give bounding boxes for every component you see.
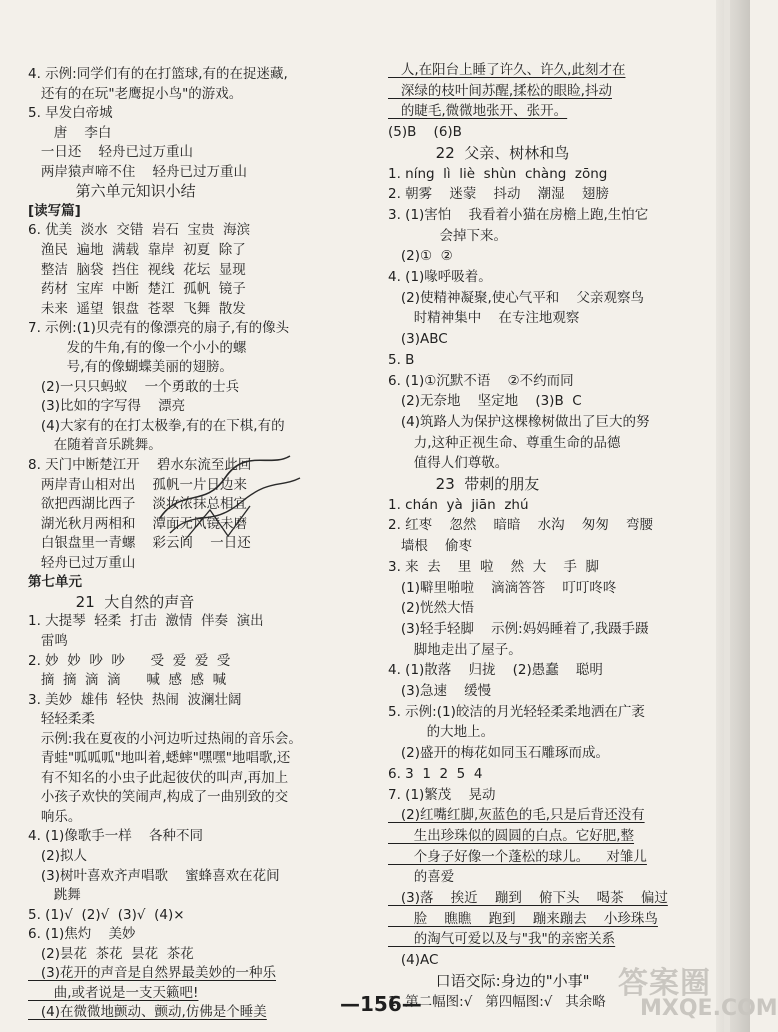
right-line: 人,在阳台上睡了许久、许久,此刻才在 [388, 62, 626, 78]
left-line: 整洁 脑袋 挡住 视线 花坛 显现 [28, 261, 246, 278]
left-line: 欲把西湖比西子 淡妆浓抹总相宜 [28, 496, 248, 513]
right-line: 23 带刺的朋友 [388, 475, 540, 493]
left-line: 未来 遥望 银盘 苍翠 飞舞 散发 [28, 300, 246, 317]
right-line: 会掉下来。 [388, 227, 507, 244]
left-line: 一日还 轻舟已过万重山 [28, 144, 194, 161]
right-line: 5. B [388, 351, 415, 368]
page-number: —156— [340, 992, 422, 1016]
right-line: 的睫毛,微微地张开、张开。 [388, 103, 568, 120]
right-line: 4. (1)喙呼吸着。 [388, 269, 492, 285]
left-line: 在随着音乐跳舞。 [28, 437, 162, 454]
left-line: 号,有的像蝴蝶美丽的翅膀。 [28, 359, 233, 376]
right-line: 6. 3 1 2 5 4 [388, 765, 483, 782]
left-line: 第六单元知识小结 [28, 182, 196, 201]
right-line: (4)筑路人为保护这棵橡树做出了巨大的努 [388, 413, 650, 430]
right-line: (2)盛开的梅花如同玉石雕琢而成。 [388, 745, 609, 762]
right-line: 22 父亲、树林和鸟 [388, 143, 570, 162]
left-line: 唐 李白 [28, 124, 112, 141]
left-line: 两岸青山相对出 孤帆一片日边来 [28, 476, 248, 493]
left-line: (3)树叶喜欢齐声唱歌 蜜蜂喜欢在花间 [28, 867, 280, 884]
left-line: 跳舞 [28, 887, 81, 904]
left-line: 4. (1)像歌手一样 各种不同 [28, 828, 203, 845]
right-line: 的淘气可爱以及与"我"的亲密关系 [388, 931, 616, 948]
right-line: 深绿的枝叶间苏醒,揉松的眼睑,抖动 [388, 82, 612, 99]
right-line: 2. 朝雾 迷蒙 抖动 潮湿 翅膀 [388, 186, 609, 203]
right-line: (3)轻手轻脚 示例:妈妈睡着了,我蹑手蹑 [388, 620, 649, 637]
left-line: 3. 美妙 雄伟 轻快 热闹 波澜壮阔 [28, 691, 242, 708]
right-line: (3)落 挨近 蹦到 俯下头 喝茶 偏过 [388, 890, 668, 906]
left-line: 6. 优美 淡水 交错 岩石 宝贵 海滨 [28, 222, 251, 239]
right-line: 口语交际:身边的"小事" [388, 971, 590, 990]
left-line: 6. (1)焦灼 美妙 [28, 926, 136, 943]
right-line: 6. (1)①沉默不语 ②不约而同 [388, 372, 574, 389]
watermark-site: MXQE.COM [640, 996, 778, 1021]
left-line: [读写篇] [28, 202, 81, 219]
right-line: 值得人们尊敬。 [388, 455, 509, 472]
left-line: 5. (1)√ (2)√ (3)√ (4)× [28, 906, 185, 923]
right-line: 7. (1)繁茂 晃动 [388, 786, 496, 803]
left-line: 渔民 遍地 满载 靠岸 初夏 除了 [28, 241, 246, 258]
right-line: 5. 示例:(1)皎洁的月光轻轻柔柔地洒在广袤 [388, 703, 645, 720]
left-line: 示例:我在夏夜的小河边听过热闹的音乐会。 [28, 730, 302, 747]
left-line: 还有的在玩"老鹰捉小鸟"的游戏。 [28, 85, 243, 102]
left-line: 小孩子欢快的笑闹声,构成了一曲别致的交 [28, 789, 289, 806]
right-line: (2)① ② [388, 248, 453, 265]
right-line: 的大地上。 [388, 724, 495, 741]
right-line: 1. níng lì liè shùn chàng zōng [388, 165, 608, 182]
handwritten-scribble [150, 448, 310, 548]
right-line: 3. 来 去 里 啦 然 大 手 脚 [388, 558, 599, 575]
left-line: 轻舟已过万重山 [28, 554, 136, 571]
left-line: 2. 妙 妙 吵 吵 受 爱 爱 受 [28, 652, 231, 669]
right-line: (3)急速 缓慢 [388, 683, 492, 699]
left-line: 雷鸣 [28, 632, 68, 649]
left-line: (4)在微微地颤动、颤动,仿佛是个睡美 [28, 1004, 267, 1021]
left-line: (4)大家有的在打太极拳,有的在下棋,有的 [28, 417, 285, 434]
right-line: (2)红嘴红脚,灰蓝色的毛,只是后背还没有 [388, 807, 645, 824]
left-line: 两岸猿声啼不住 轻舟已过万重山 [28, 163, 248, 180]
right-line: 4. (1)散落 归拢 (2)愚蠢 聪明 [388, 662, 603, 679]
right-line: (2)使精神凝聚,使心气平和 父亲观察鸟 [388, 289, 644, 306]
left-line: 药材 宝库 中断 楚江 孤帆 镜子 [28, 281, 246, 298]
right-line: 生出珍珠似的圆圆的白点。它好肥,整 [388, 827, 635, 844]
left-line: 4. 示例:同学们有的在打篮球,有的在捉迷藏, [28, 66, 288, 82]
left-line: 摘 摘 滴 滴 喊 感 感 喊 [28, 672, 227, 689]
left-line: 21 大自然的声音 [28, 592, 195, 611]
left-line: (2)拟人 [28, 848, 87, 864]
right-line: 墙根 偷枣 [388, 538, 473, 555]
left-line: 轻轻柔柔 [28, 711, 95, 728]
left-line: 5. 早发白帝城 [28, 105, 113, 122]
right-line: 脚地走出了屋子。 [388, 641, 522, 658]
right-line: 1. 第二幅图:√ 第四幅图:√ 其余略 [388, 993, 606, 1010]
right-line: (5)B (6)B [388, 124, 462, 141]
left-line: 8. 天门中断楚江开 碧水东流至此回 [28, 457, 252, 473]
left-line: 响乐。 [28, 808, 82, 825]
right-line: (3)ABC [388, 331, 448, 348]
right-line: (1)噼里啪啦 滴滴答答 叮叮咚咚 [388, 579, 617, 596]
right-line: (4)AC [388, 952, 439, 969]
right-line: (2)无奈地 坚定地 (3)B C [388, 393, 582, 410]
left-line: 白银盘里一青螺 彩云间 一日还 [28, 535, 251, 552]
right-line: (2)恍然大悟 [388, 600, 474, 617]
watermark-logo: 答案圈 [618, 966, 711, 1001]
left-line: 有不知名的小虫子此起彼伏的叫声,再加上 [28, 769, 289, 786]
right-line: 脸 瞧瞧 跑到 蹦来蹦去 小珍珠鸟 [388, 910, 658, 927]
left-line: (2)昙花 茶花 昙花 茶花 [28, 945, 194, 962]
left-line: (2)一只只蚂蚁 一个勇敢的士兵 [28, 378, 240, 395]
right-line: 1. chán yà jiān zhú [388, 496, 529, 513]
left-line: 7. 示例:(1)贝壳有的像漂亮的扇子,有的像头 [28, 320, 290, 337]
left-line: 曲,或者说是一支天籁吧! [28, 984, 199, 1001]
right-line: 3. (1)害怕 我看着小猫在房檐上跑,生怕它 [388, 206, 649, 223]
right-line: 个身子好像一个蓬松的球儿。 对雏儿 [388, 848, 647, 865]
left-line: 第七单元 [28, 574, 82, 591]
left-line: (3)花开的声音是自然界最美妙的一种乐 [28, 965, 276, 982]
left-line: (3)比如的字写得 漂亮 [28, 398, 186, 415]
right-line: 时精神集中 在专注地观察 [388, 310, 580, 327]
left-line: 湖光秋月两相和 潭面无风镜未磨 [28, 515, 248, 532]
page-edge [716, 0, 750, 1032]
right-line: 力,这种正视生命、尊重生命的品德 [388, 434, 621, 451]
left-line: 青蛙"呱呱呱"地叫着,蟋蟀"嘿嘿"地唱歌,还 [28, 750, 291, 767]
right-line: 的喜爱 [388, 869, 455, 886]
left-line: 发的牛角,有的像一个小小的螺 [28, 339, 247, 356]
right-line: 2. 红枣 忽然 暗暗 水沟 匆匆 弯腰 [388, 517, 653, 534]
left-line: 1. 大提琴 轻柔 打击 激情 伴奏 演出 [28, 613, 264, 630]
